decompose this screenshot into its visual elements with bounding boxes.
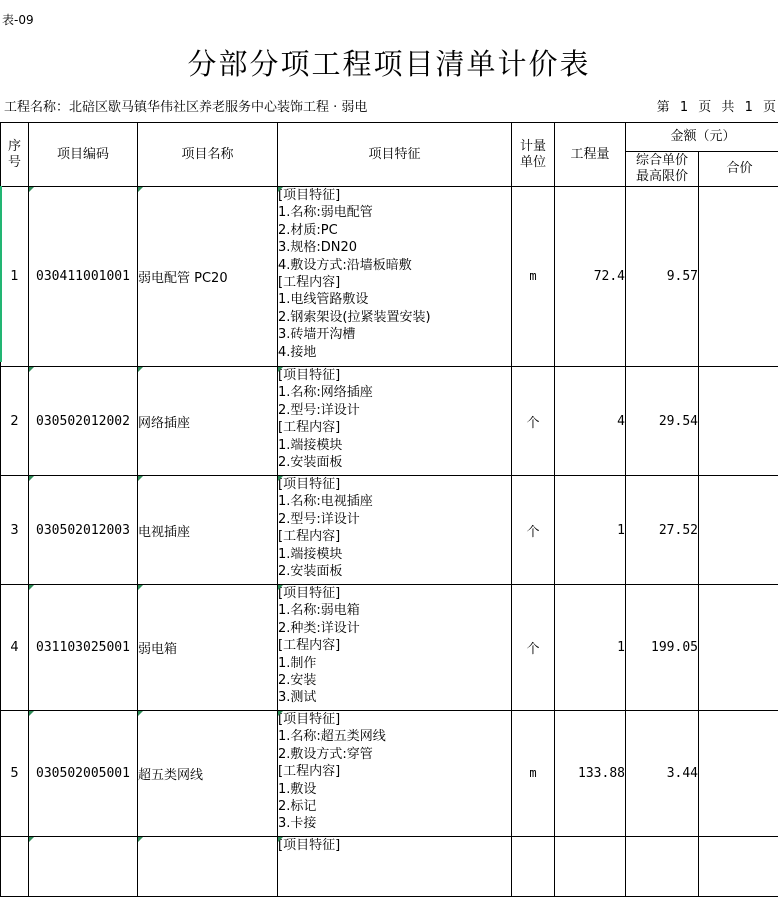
feature-line: [项目特征] — [278, 837, 511, 854]
row-name: 网络插座 — [138, 367, 278, 476]
page-number: 1 — [680, 100, 688, 115]
table-row — [1, 367, 778, 476]
row-unit-price: 3.44 — [626, 711, 699, 837]
row-total — [699, 476, 778, 585]
row-unit-price: 29.54 — [626, 367, 699, 476]
feature-line: [工程内容] — [278, 637, 511, 654]
feature-line: 3.砖墙开沟槽 — [278, 326, 511, 343]
total-unit: 页 — [763, 100, 776, 115]
row-code — [29, 837, 138, 897]
feature-line: [项目特征] — [278, 367, 511, 384]
pricing-table — [0, 122, 778, 897]
row-code: 031103025001 — [29, 585, 138, 711]
feature-line: [工程内容] — [278, 419, 511, 436]
feature-line: [项目特征] — [278, 187, 511, 204]
table-row — [1, 476, 778, 585]
feature-line: 1.名称:超五类网线 — [278, 728, 511, 745]
header-unit-price: 综合单价最高限价 — [626, 152, 699, 187]
row-unit: m — [512, 711, 555, 837]
row-total — [699, 711, 778, 837]
feature-line: 1.制作 — [278, 655, 511, 672]
row-qty: 133.88 — [555, 711, 626, 837]
feature-line: 1.敷设 — [278, 781, 511, 798]
row-total — [699, 585, 778, 711]
project-label: 工程名称： — [4, 100, 69, 115]
feature-line: 3.规格:DN20 — [278, 239, 511, 256]
row-unit-price — [626, 837, 699, 897]
row-name: 电视插座 — [138, 476, 278, 585]
feature-line: 3.卡接 — [278, 815, 511, 832]
table-row — [1, 837, 778, 897]
row-qty — [555, 837, 626, 897]
row-features — [278, 711, 512, 837]
row-total — [699, 837, 778, 897]
row-qty: 1 — [555, 585, 626, 711]
feature-line: 3.测试 — [278, 689, 511, 706]
row-unit-price: 199.05 — [626, 585, 699, 711]
row-unit: m — [512, 187, 555, 367]
row-index: 4 — [1, 585, 29, 711]
row-qty: 4 — [555, 367, 626, 476]
feature-line: [工程内容] — [278, 763, 511, 780]
row-index: 5 — [1, 711, 29, 837]
row-code: 030502012002 — [29, 367, 138, 476]
feature-line: 4.接地 — [278, 344, 511, 361]
table-row — [1, 711, 778, 837]
row-unit — [512, 837, 555, 897]
feature-line: [项目特征] — [278, 585, 511, 602]
feature-line: 4.敷设方式:沿墙板暗敷 — [278, 257, 511, 274]
feature-line: [项目特征] — [278, 476, 511, 493]
row-qty: 72.4 — [555, 187, 626, 367]
total-word: 共 — [721, 100, 734, 115]
feature-line: [工程内容] — [278, 274, 511, 291]
page-word: 第 — [657, 100, 670, 115]
row-unit-price: 9.57 — [626, 187, 699, 367]
project-name: 北碚区歇马镇华伟社区养老服务中心装饰工程 · 弱电 — [69, 100, 367, 115]
feature-line: 1.电线管路敷设 — [278, 291, 511, 308]
header-amount: 金额（元） — [626, 123, 778, 152]
header-index: 序号 — [1, 123, 29, 187]
row-unit: 个 — [512, 585, 555, 711]
row-features — [278, 187, 512, 367]
row-code: 030502005001 — [29, 711, 138, 837]
row-code: 030502012003 — [29, 476, 138, 585]
feature-line: [项目特征] — [278, 711, 511, 728]
row-index — [1, 837, 29, 897]
header-code: 项目编码 — [29, 123, 138, 187]
row-features — [278, 837, 512, 897]
row-features — [278, 367, 512, 476]
row-features — [278, 476, 512, 585]
feature-line: 1.名称:网络插座 — [278, 384, 511, 401]
row-total — [699, 187, 778, 367]
table-code: 表-09 — [2, 11, 34, 28]
feature-line: 1.名称:弱电箱 — [278, 602, 511, 619]
header-name: 项目名称 — [138, 123, 278, 187]
row-code: 030411001001 — [29, 187, 138, 367]
feature-line: [工程内容] — [278, 528, 511, 545]
row-features — [278, 585, 512, 711]
total-pages: 1 — [745, 100, 753, 115]
feature-line: 1.端接模块 — [278, 546, 511, 563]
feature-line: 2.型号:详设计 — [278, 402, 511, 419]
feature-line: 1.端接模块 — [278, 437, 511, 454]
feature-line: 2.标记 — [278, 798, 511, 815]
row-unit: 个 — [512, 367, 555, 476]
feature-line: 2.安装面板 — [278, 454, 511, 471]
row-index: 1 — [1, 187, 29, 367]
feature-line: 2.材质:PC — [278, 222, 511, 239]
feature-line: 2.安装 — [278, 672, 511, 689]
row-qty: 1 — [555, 476, 626, 585]
header-feature: 项目特征 — [278, 123, 512, 187]
feature-line: 1.名称:电视插座 — [278, 493, 511, 510]
feature-line: 2.种类:详设计 — [278, 620, 511, 637]
row-unit: 个 — [512, 476, 555, 585]
row-index: 3 — [1, 476, 29, 585]
header-total: 合价 — [699, 152, 778, 187]
row-name: 弱电箱 — [138, 585, 278, 711]
row-name — [138, 837, 278, 897]
row-total — [699, 367, 778, 476]
feature-line: 1.名称:弱电配管 — [278, 204, 511, 221]
header-unit: 计量单位 — [512, 123, 555, 187]
row-name: 超五类网线 — [138, 711, 278, 837]
page-unit: 页 — [698, 100, 711, 115]
feature-line: 2.敷设方式:穿管 — [278, 746, 511, 763]
header-qty: 工程量 — [555, 123, 626, 187]
project-name-line — [4, 96, 367, 115]
selection-accent — [0, 186, 2, 362]
row-index: 2 — [1, 367, 29, 476]
feature-line: 2.型号:详设计 — [278, 511, 511, 528]
page-indicator — [657, 96, 776, 115]
row-name: 弱电配管 PC20 — [138, 187, 278, 367]
feature-line: 2.钢索架设(拉紧装置安装) — [278, 309, 511, 326]
row-unit-price: 27.52 — [626, 476, 699, 585]
page-title: 分部分项工程项目清单计价表 — [0, 42, 778, 83]
feature-line: 2.安装面板 — [278, 563, 511, 580]
table-row — [1, 187, 778, 367]
table-row — [1, 585, 778, 711]
